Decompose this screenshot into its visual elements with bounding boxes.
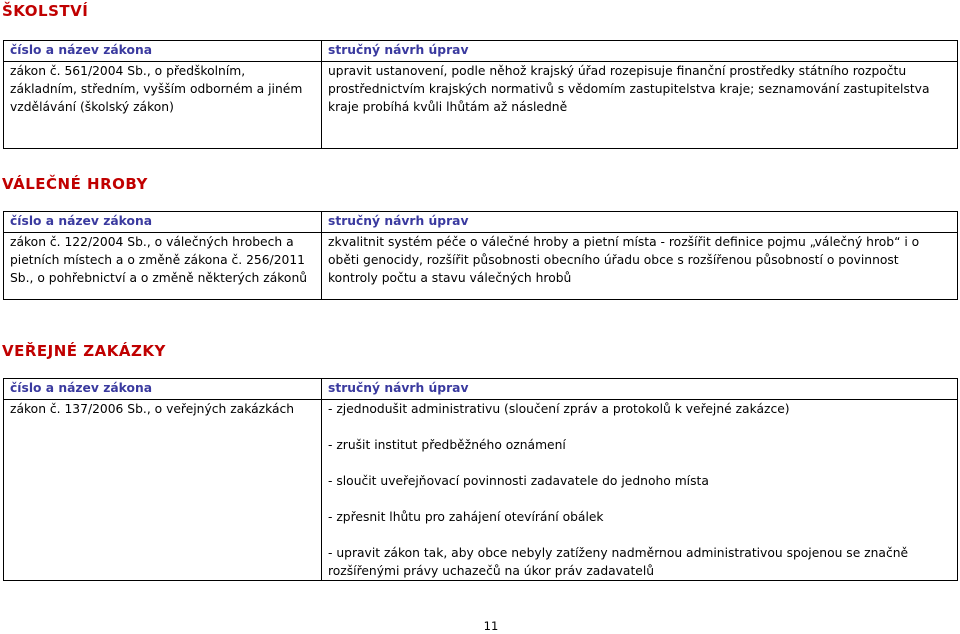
table-row: [4, 62, 958, 149]
section-title-valecne-hroby: VÁLEČNÉ HROBY: [2, 175, 148, 193]
section-title-verejne-zakazky: VEŘEJNÉ ZAKÁZKY: [2, 342, 166, 360]
column-header-proposals: stručný návrh úprav: [322, 212, 958, 233]
proposal-item: - upravit zákon tak, aby obce nebyly zatíženy nadměrnou administrativou spojenou se značně rozšířenými právy uchazečů na úkor práv zadavatelů: [328, 546, 909, 578]
column-header-law: číslo a název zákona: [4, 212, 322, 233]
law-table-skolstvi: [3, 40, 958, 149]
law-name-cell: zákon č. 561/2004 Sb., o předškolním, základním, středním, vyšším odborném a jiném vzdělávání (školský zákon): [4, 62, 322, 149]
table-header-row: [4, 212, 958, 233]
law-table-valecne-hroby: [3, 211, 958, 300]
table-header-row: [4, 379, 958, 400]
proposal-cell: [322, 62, 958, 149]
proposal-item: upravit ustanovení, podle něhož krajský úřad rozepisuje finanční prostředky státního rozpočtu prostřednictvím krajských normativů s vědomím zastupitelstva kraje; seznamování zastupitelstva kraje probíhá kvůli lhůtám až následně: [328, 64, 930, 114]
proposal-item: - zjednodušit administrativu (sloučení zpráv a protokolů k veřejné zakázce): [328, 402, 790, 416]
proposal-item: - zpřesnit lhůtu pro zahájení otevírání obálek: [328, 510, 604, 524]
table-row: [4, 233, 958, 300]
section-title-skolstvi: ŠKOLSTVÍ: [2, 2, 89, 20]
law-name-cell: zákon č. 137/2006 Sb., o veřejných zakázkách: [4, 400, 322, 581]
column-header-law: číslo a název zákona: [4, 41, 322, 62]
table-header-row: [4, 41, 958, 62]
proposal-item: - zrušit institut předběžného oznámení: [328, 438, 566, 452]
proposal-item: - sloučit uveřejňovací povinnosti zadavatele do jednoho místa: [328, 474, 709, 488]
column-header-proposals: stručný návrh úprav: [322, 379, 958, 400]
page-number: 11: [483, 619, 499, 633]
column-header-law: číslo a název zákona: [4, 379, 322, 400]
column-header-proposals: stručný návrh úprav: [322, 41, 958, 62]
law-name-cell: zákon č. 122/2004 Sb., o válečných hrobech a pietních místech a o změně zákona č. 256/2011 Sb., o pohřebnictví a o změně některých zákonů: [4, 233, 322, 300]
table-row: [4, 400, 958, 581]
law-table-verejne-zakazky: [3, 378, 958, 581]
proposal-item: zkvalitnit systém péče o válečné hroby a pietní místa - rozšířit definice pojmu „válečný hrob“ i o oběti genocidy, rozšířit působnosti obecního úřadu obce s rozšířenou působností o povinnost kontroly počtu a stavu válečných hrobů: [328, 235, 920, 285]
proposal-cell: [322, 400, 958, 581]
proposal-cell: [322, 233, 958, 300]
